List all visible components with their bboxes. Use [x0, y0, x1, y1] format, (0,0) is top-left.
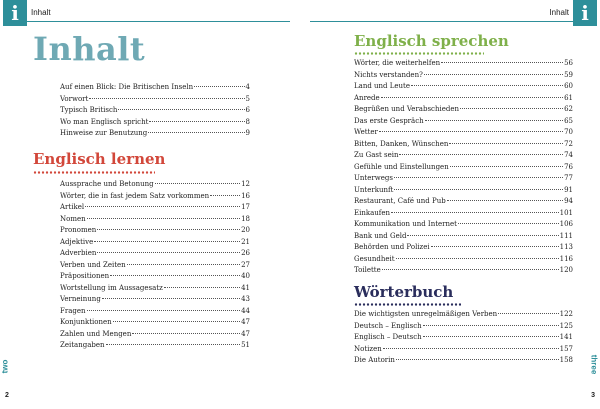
- toc-englisch-lernen-list: [60, 180, 250, 353]
- toc-leader-dots: [411, 85, 563, 86]
- toc-entry-title: Hinweise zur Benutzung: [60, 129, 148, 137]
- toc-entry[interactable]: [60, 295, 250, 307]
- toc-leader-dots: [424, 74, 563, 75]
- toc-entry-page: 56: [564, 59, 573, 67]
- toc-leader-dots: [383, 348, 559, 349]
- toc-entry[interactable]: [60, 83, 250, 95]
- toc-entry-page: 40: [241, 272, 250, 280]
- toc-leader-dots: [148, 132, 244, 133]
- toc-entry[interactable]: [60, 118, 250, 130]
- toc-entry-page: 62: [564, 105, 573, 113]
- toc-entry-page: 113: [559, 243, 573, 251]
- toc-entry[interactable]: [354, 255, 573, 267]
- toc-leader-dots: [382, 269, 559, 270]
- toc-entry-page: 16: [241, 191, 250, 200]
- toc-entry-title: Notizen: [354, 344, 382, 353]
- toc-entry-title: Land und Leute: [354, 82, 411, 90]
- toc-leader-dots: [379, 131, 563, 132]
- toc-intro-list: [60, 83, 250, 141]
- toc-woerterbuch-list: [354, 310, 573, 368]
- toc-entry[interactable]: [354, 266, 573, 278]
- toc-entry-title: Fragen: [60, 306, 86, 315]
- toc-entry-title: Unterwegs: [354, 174, 393, 182]
- toc-entry-title: Bitten, Danken, Wünschen: [354, 139, 449, 148]
- toc-entry[interactable]: [354, 105, 573, 117]
- toc-entry[interactable]: [60, 129, 250, 141]
- toc-entry-title: Nomen: [60, 214, 86, 223]
- toc-entry[interactable]: [60, 284, 250, 296]
- toc-entry[interactable]: [354, 220, 573, 232]
- toc-entry-page: 72: [564, 139, 573, 148]
- toc-entry-title: Aussprache und Betonung: [60, 180, 154, 188]
- toc-leader-dots: [89, 98, 244, 99]
- toc-entry-title: Wörter, die weiterhelfen: [354, 59, 441, 67]
- toc-entry-title: Behörden und Polizei: [354, 243, 430, 251]
- toc-entry-page: 70: [564, 128, 573, 136]
- toc-leader-dots: [423, 325, 559, 326]
- toc-entry[interactable]: [354, 356, 573, 368]
- toc-entry-title: Wörter, die in fast jedem Satz vorkommen: [60, 191, 210, 200]
- section-underline: [33, 171, 155, 174]
- toc-leader-dots: [423, 336, 559, 337]
- chapter-marker-icon: i: [3, 0, 27, 26]
- toc-entry[interactable]: [60, 249, 250, 261]
- toc-entry[interactable]: [354, 209, 573, 221]
- toc-entry[interactable]: [354, 197, 573, 209]
- toc-leader-dots: [399, 154, 563, 155]
- toc-entry-title: Gefühle und Einstellungen: [354, 162, 449, 171]
- toc-entry[interactable]: [354, 174, 573, 186]
- toc-entry-title: Wortstellung im Aussagesatz: [60, 283, 163, 292]
- toc-leader-dots: [87, 310, 241, 311]
- toc-entry-title: Deutsch – Englisch: [354, 321, 422, 330]
- toc-leader-dots: [449, 143, 563, 144]
- toc-entry[interactable]: [354, 117, 573, 129]
- toc-entry-page: 47: [241, 329, 250, 338]
- toc-entry-page: 12: [241, 180, 250, 188]
- header-rule: [310, 21, 573, 22]
- toc-entry-page: 122: [559, 310, 573, 318]
- toc-leader-dots: [210, 195, 240, 196]
- toc-leader-dots: [394, 177, 563, 178]
- toc-entry-title: Präpositionen: [60, 272, 110, 280]
- toc-entry-page: 21: [241, 237, 250, 246]
- toc-entry-title: Adjektive: [60, 237, 94, 246]
- toc-leader-dots: [94, 241, 240, 242]
- toc-entry-page: 158: [559, 356, 573, 364]
- toc-leader-dots: [450, 166, 563, 167]
- toc-entry-title: Gesundheit: [354, 254, 395, 263]
- toc-leader-dots: [118, 109, 244, 110]
- toc-leader-dots: [85, 206, 240, 207]
- right-page: [300, 0, 600, 409]
- toc-entry-page: 47: [241, 318, 250, 326]
- toc-entry-page: 94: [564, 197, 573, 205]
- toc-entry[interactable]: [354, 140, 573, 152]
- section-underline: [354, 303, 461, 306]
- toc-entry[interactable]: [60, 318, 250, 330]
- toc-entry-page: 5: [245, 94, 250, 103]
- toc-leader-dots: [447, 200, 563, 201]
- toc-entry-page: 9: [245, 129, 250, 137]
- toc-entry-title: Englisch – Deutsch: [354, 333, 422, 341]
- page-number: 3: [591, 392, 595, 399]
- toc-entry-page: 120: [559, 266, 573, 274]
- toc-entry-page: 6: [245, 106, 250, 114]
- toc-entry-title: Begrüßen und Verabschieden: [354, 105, 459, 113]
- toc-entry[interactable]: [60, 272, 250, 284]
- toc-entry[interactable]: [60, 106, 250, 118]
- toc-entry-title: Bank und Geld: [354, 231, 407, 240]
- toc-leader-dots: [87, 218, 240, 219]
- page-number: 2: [5, 392, 9, 399]
- toc-entry[interactable]: [354, 151, 573, 163]
- toc-entry-page: 44: [241, 306, 250, 315]
- toc-leader-dots: [396, 359, 559, 360]
- toc-entry-title: Typisch Britisch: [60, 106, 118, 114]
- toc-entry-title: Restaurant, Café und Pub: [354, 197, 446, 205]
- toc-entry-title: Wetter: [354, 128, 378, 136]
- toc-entry-page: 59: [564, 70, 573, 79]
- toc-leader-dots: [407, 235, 558, 236]
- toc-entry[interactable]: [60, 330, 250, 342]
- toc-entry[interactable]: [354, 345, 573, 357]
- toc-entry[interactable]: [60, 341, 250, 353]
- toc-leader-dots: [113, 321, 240, 322]
- toc-entry[interactable]: [60, 95, 250, 107]
- toc-leader-dots: [149, 121, 244, 122]
- toc-leader-dots: [431, 246, 559, 247]
- header-label: Inhalt: [31, 8, 51, 17]
- toc-entry-title: Zeitangaben: [60, 341, 105, 349]
- toc-entry[interactable]: [354, 94, 573, 106]
- toc-entry-title: Verneinung: [60, 295, 101, 303]
- toc-entry-page: 77: [564, 174, 573, 182]
- toc-entry[interactable]: [60, 307, 250, 319]
- toc-entry-page: 18: [241, 214, 250, 223]
- toc-entry-page: 27: [241, 260, 250, 269]
- toc-entry-page: 76: [564, 162, 573, 171]
- toc-entry[interactable]: [354, 333, 573, 345]
- chapter-marker-icon: i: [573, 0, 597, 26]
- side-tab-label: three: [589, 354, 599, 375]
- toc-entry-title: Zu Gast sein: [354, 151, 399, 159]
- toc-leader-dots: [97, 252, 240, 253]
- toc-leader-dots: [425, 120, 563, 121]
- toc-entry-title: Die wichtigsten unregelmäßigen Verben: [354, 310, 498, 318]
- toc-leader-dots: [132, 333, 240, 334]
- toc-entry[interactable]: [354, 232, 573, 244]
- toc-leader-dots: [155, 183, 240, 184]
- toc-leader-dots: [441, 62, 563, 63]
- toc-entry-title: Zahlen und Mengen: [60, 329, 132, 338]
- toc-leader-dots: [164, 287, 240, 288]
- toc-leader-dots: [394, 189, 563, 190]
- header-rule: [27, 21, 290, 22]
- page-title: Inhalt: [33, 30, 146, 68]
- toc-entry-title: Das erste Gespräch: [354, 116, 424, 125]
- toc-leader-dots: [106, 344, 241, 345]
- toc-leader-dots: [110, 275, 240, 276]
- toc-entry-page: 111: [559, 231, 573, 240]
- toc-entry-title: Die Autorin: [354, 356, 395, 364]
- toc-entry[interactable]: [60, 192, 250, 204]
- toc-leader-dots: [381, 97, 563, 98]
- toc-entry-title: Vorwort: [60, 94, 89, 103]
- toc-entry[interactable]: [354, 71, 573, 83]
- toc-entry-page: 65: [564, 116, 573, 125]
- toc-entry-page: 20: [241, 226, 250, 234]
- toc-entry[interactable]: [60, 203, 250, 215]
- toc-entry[interactable]: [60, 261, 250, 273]
- toc-entry[interactable]: [354, 128, 573, 140]
- toc-entry[interactable]: [60, 215, 250, 227]
- toc-leader-dots: [458, 223, 559, 224]
- toc-entry[interactable]: [354, 243, 573, 255]
- toc-entry-title: Pronomen: [60, 226, 97, 234]
- toc-leader-dots: [498, 313, 558, 314]
- toc-entry-page: 101: [559, 208, 573, 217]
- section-heading-englisch-lernen: Englisch lernen: [33, 150, 166, 168]
- toc-entry-title: Anrede: [354, 93, 380, 102]
- toc-leader-dots: [396, 258, 559, 259]
- toc-entry-title: Konjunktionen: [60, 318, 112, 326]
- side-tab-label: two: [0, 359, 10, 374]
- toc-entry-title: Unterkunft: [354, 185, 394, 194]
- toc-entry[interactable]: [354, 310, 573, 322]
- toc-entry-page: 125: [559, 321, 573, 330]
- toc-entry[interactable]: [354, 163, 573, 175]
- header-label: Inhalt: [549, 8, 569, 17]
- toc-entry-page: 4: [245, 83, 250, 91]
- toc-entry-title: Adverbien: [60, 249, 97, 257]
- toc-entry-title: Wo man Englisch spricht: [60, 117, 149, 126]
- toc-entry[interactable]: [60, 226, 250, 238]
- toc-entry-page: 116: [559, 254, 573, 263]
- toc-leader-dots: [460, 108, 563, 109]
- toc-entry-page: 60: [564, 82, 573, 90]
- toc-entry-page: 74: [564, 151, 573, 159]
- section-heading-englisch-sprechen: Englisch sprechen: [354, 32, 509, 50]
- toc-entry[interactable]: [354, 322, 573, 334]
- toc-entry-title: Artikel: [60, 203, 85, 211]
- section-underline: [354, 52, 484, 55]
- toc-entry-page: 17: [241, 203, 250, 211]
- toc-entry[interactable]: [60, 180, 250, 192]
- toc-entry-page: 8: [245, 117, 250, 126]
- toc-entry[interactable]: [354, 82, 573, 94]
- toc-leader-dots: [97, 229, 240, 230]
- toc-entry[interactable]: [60, 238, 250, 250]
- toc-entry-page: 26: [241, 249, 250, 257]
- toc-entry-title: Auf einen Blick: Die Britischen Inseln: [60, 83, 194, 91]
- section-heading-woerterbuch: Wörterbuch: [354, 283, 454, 301]
- toc-entry-page: 43: [241, 295, 250, 303]
- toc-entry[interactable]: [354, 186, 573, 198]
- toc-entry-page: 41: [241, 283, 250, 292]
- toc-entry-page: 106: [559, 220, 573, 228]
- toc-entry-page: 157: [559, 344, 573, 353]
- toc-entry-page: 141: [559, 333, 573, 341]
- toc-entry-page: 51: [241, 341, 250, 349]
- toc-leader-dots: [127, 264, 240, 265]
- toc-entry-title: Kommunikation und Internet: [354, 220, 457, 228]
- toc-leader-dots: [102, 298, 240, 299]
- toc-leader-dots: [391, 212, 559, 213]
- toc-entry-title: Verben und Zeiten: [60, 260, 126, 269]
- toc-entry-page: 91: [564, 185, 573, 194]
- toc-entry-title: Toilette: [354, 266, 381, 274]
- toc-entry-page: 61: [564, 93, 573, 102]
- toc-entry[interactable]: [354, 59, 573, 71]
- toc-entry-title: Einkaufen: [354, 208, 391, 217]
- toc-entry-title: Nichts verstanden?: [354, 70, 423, 79]
- toc-leader-dots: [194, 86, 244, 87]
- toc-englisch-sprechen-list: [354, 59, 573, 278]
